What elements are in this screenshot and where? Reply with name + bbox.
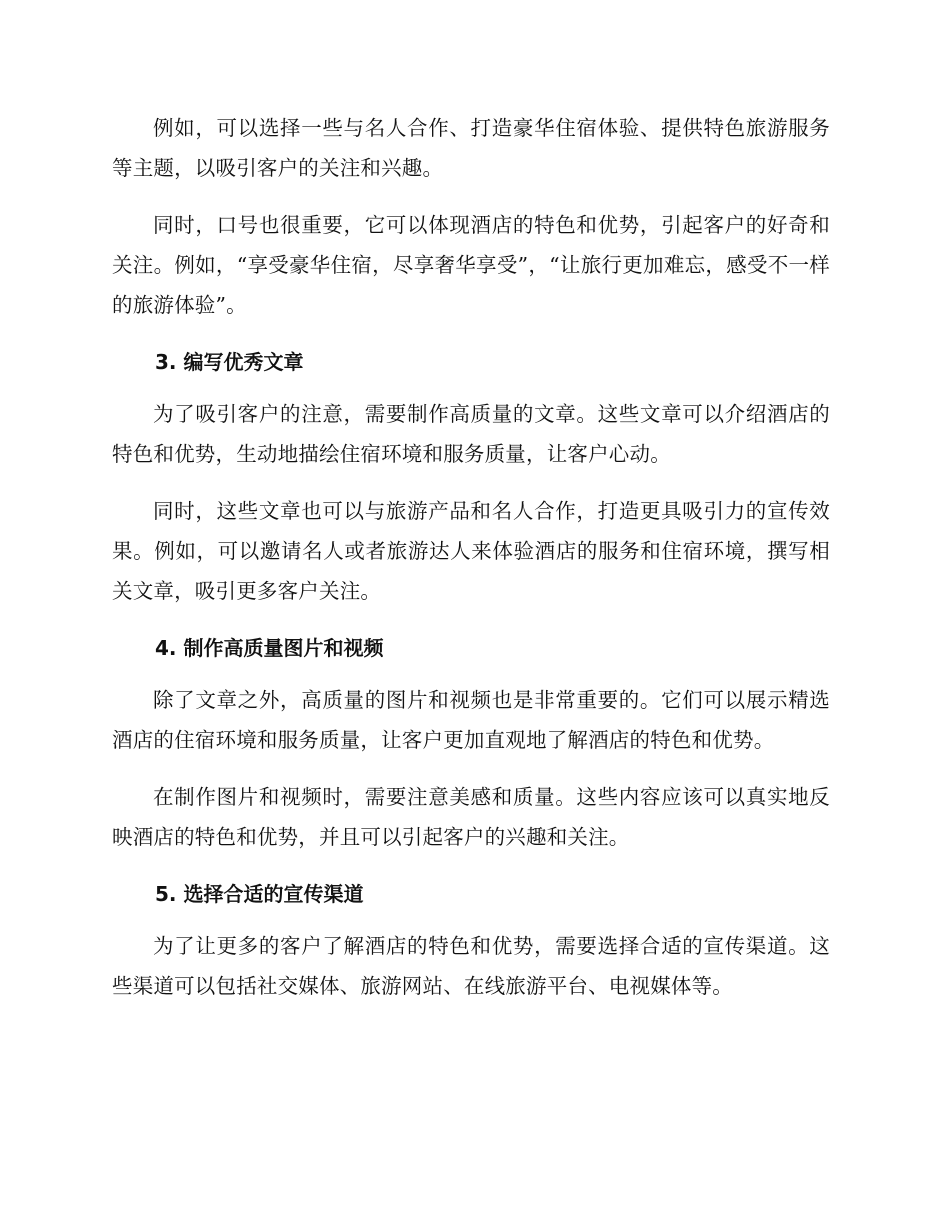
section-heading-media: 4. 制作高质量图片和视频 — [155, 636, 384, 660]
paragraph-article-partnerships: 同时，这些文章也可以与旅游产品和名人合作，打造更具吸引力的宣传效果。例如，可以邀请名人或者旅游达人来体验酒店的服务和住宿环境，撰写相关文章，吸引更多客户关注。 — [112, 499, 830, 603]
paragraph-quality-articles: 为了吸引客户的注意，需要制作高质量的文章。这些文章可以介绍酒店的特色和优势，生动地描绘住宿环境和服务质量，让客户心动。 — [112, 402, 830, 466]
paragraph-media-quality: 在制作图片和视频时，需要注意美感和质量。这些内容应该可以真实地反映酒店的特色和优势，并且可以引起客户的兴趣和关注。 — [112, 785, 830, 849]
section-heading-articles: 3. 编写优秀文章 — [155, 350, 304, 374]
paragraph-celebrity-themes: 例如，可以选择一些与名人合作、打造豪华住宿体验、提供特色旅游服务等主题，以吸引客户的关注和兴趣。 — [112, 116, 830, 180]
paragraph-images-videos: 除了文章之外，高质量的图片和视频也是非常重要的。它们可以展示精选酒店的住宿环境和服务质量，让客户更加直观地了解酒店的特色和优势。 — [112, 688, 830, 752]
paragraph-slogans: 同时，口号也很重要，它可以体现酒店的特色和优势，引起客户的好奇和关注。例如，“享受豪华住宿，尽享奢华享受”，“让旅行更加难忘，感受不一样的旅游体验”。 — [112, 213, 830, 317]
paragraph-channels: 为了让更多的客户了解酒店的特色和优势，需要选择合适的宣传渠道。这些渠道可以包括社交媒体、旅游网站、在线旅游平台、电视媒体等。 — [112, 934, 830, 998]
section-heading-channels: 5. 选择合适的宣传渠道 — [155, 882, 364, 906]
document-body — [112, 108, 830, 1023]
